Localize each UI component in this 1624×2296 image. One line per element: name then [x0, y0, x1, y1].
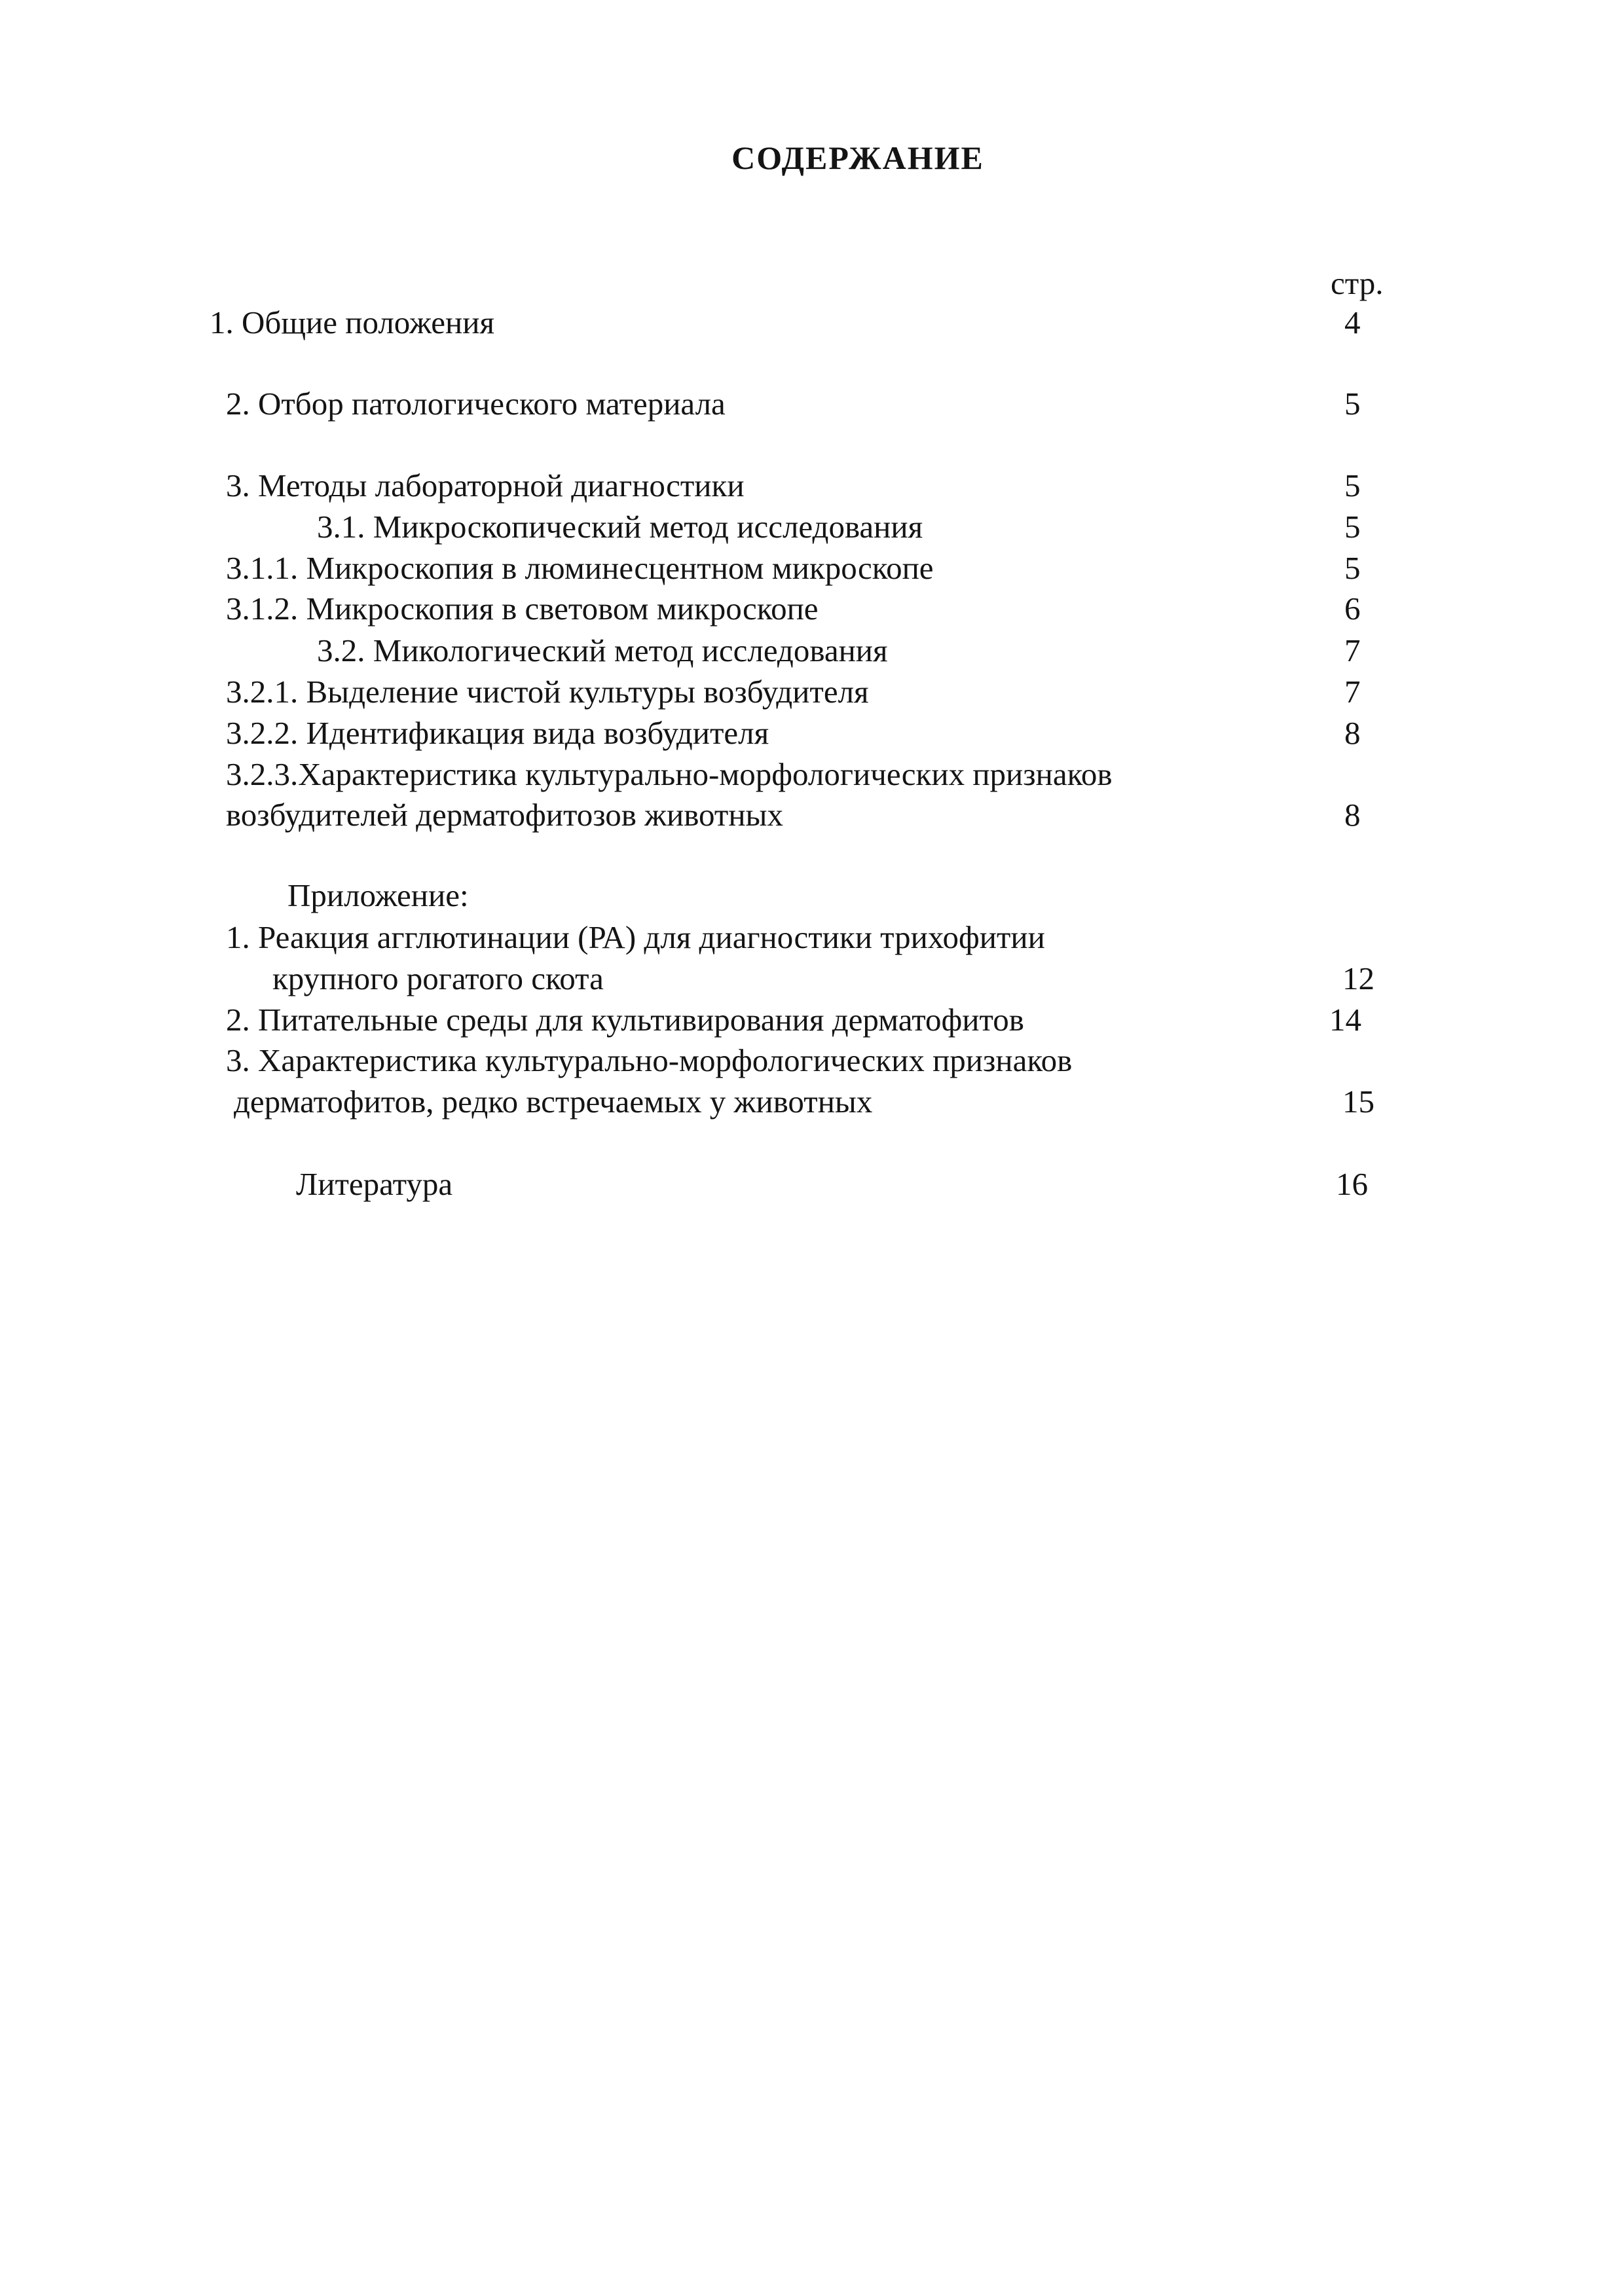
toc-page-number: 16	[1336, 1166, 1368, 1202]
page-title: СОДЕРЖАНИЕ	[731, 139, 984, 176]
toc-entry-microscopic-method: 3.1. Микроскопический метод исследования	[317, 509, 923, 545]
toc-page-number: 5	[1344, 550, 1361, 586]
toc-page-number: 12	[1342, 960, 1375, 996]
toc-entry-general-provisions: 1. Общие положения	[210, 304, 495, 340]
toc-entry-lab-methods: 3. Методы лабораторной диагностики	[226, 467, 745, 503]
toc-entry-nutrient-media: 2. Питательные среды для культивирования дерматофитов	[226, 1002, 1024, 1038]
toc-entry-rare-dermatophytes-continued: дерматофитов, редко встречаемых у животных	[234, 1084, 873, 1120]
toc-page-number: 15	[1342, 1084, 1375, 1120]
toc-entry-literature: Литература	[296, 1166, 453, 1202]
toc-page-number: 5	[1344, 509, 1361, 545]
toc-entry-cultural-characteristics: 3.2.3.Характеристика культурально-морфологических признаков	[226, 756, 1113, 792]
toc-entry-material-sampling: 2. Отбор патологического материала	[226, 386, 726, 422]
toc-entry-pure-culture: 3.2.1. Выделение чистой культуры возбудителя	[226, 674, 869, 710]
toc-entry-luminescent-microscopy: 3.1.1. Микроскопия в люминесцентном микроскопе	[226, 550, 934, 586]
page-column-label: стр.	[1331, 265, 1384, 301]
toc-appendix-heading: Приложение:	[287, 877, 469, 913]
toc-page-number: 14	[1329, 1002, 1361, 1038]
toc-page-number: 5	[1344, 386, 1361, 422]
toc-entry-cultural-characteristics-continued: возбудителей дерматофитозов животных	[226, 797, 783, 833]
toc-page-number: 7	[1344, 674, 1361, 710]
toc-entry-light-microscopy: 3.1.2. Микроскопия в световом микроскопе	[226, 591, 819, 627]
toc-entry-species-identification: 3.2.2. Идентификация вида возбудителя	[226, 715, 769, 751]
toc-entry-mycological-method: 3.2. Микологический метод исследования	[317, 632, 888, 668]
toc-entry-agglutination: 1. Реакция агглютинации (РА) для диагностики трихофитии	[226, 919, 1045, 955]
toc-page-number: 6	[1344, 591, 1361, 627]
toc-page-number: 8	[1344, 797, 1361, 833]
toc-entry-rare-dermatophytes: 3. Характеристика культурально-морфологических признаков	[226, 1042, 1073, 1078]
toc-page-number: 8	[1344, 715, 1361, 751]
toc-entry-agglutination-continued: крупного рогатого скота	[272, 960, 604, 996]
toc-page-number: 7	[1344, 632, 1361, 668]
toc-page-number: 5	[1344, 467, 1361, 503]
toc-page-number: 4	[1344, 304, 1361, 340]
